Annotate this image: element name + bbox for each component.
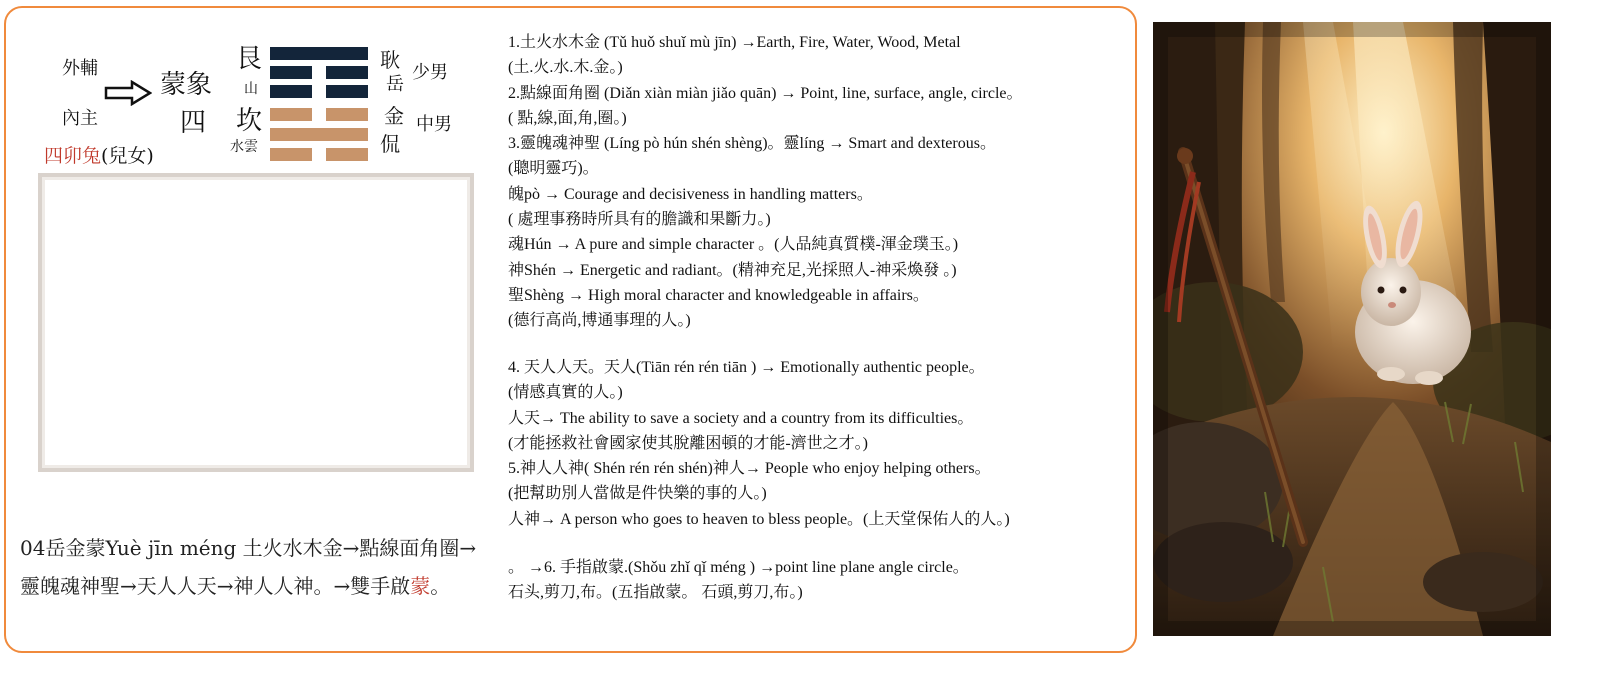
motto-line-2: [20, 570, 450, 599]
text-line: 聖Shèng → High moral character and knowledgeable in affairs。: [508, 286, 929, 304]
text-line: 人天→ The ability to save a society and a country from its difficulties。: [508, 409, 974, 427]
text-line: 5.神人人神( Shén rén rén shén)神人→ People who enjoy helping others。: [508, 460, 991, 478]
zodiac-caption: [44, 147, 154, 166]
lower-trigram: 坎: [236, 106, 263, 136]
outer-label: 外輔: [62, 58, 98, 79]
text-line: (土.火.水.木.金。): [508, 59, 623, 77]
text-line: 2.點線面角圈 (Diǎn xiàn miàn jiǎo quān) → Point, line, surface, angle, circle。: [508, 84, 1023, 102]
text-line: 石头,剪刀,布。(五指啟蒙。 石頭,剪刀,布。): [508, 584, 803, 602]
motto-line-2-text: 靈魄魂神聖→天人人天→神人人神。→雙手啟: [20, 574, 411, 598]
line-3-yin-a: [270, 108, 312, 121]
right-bottom-char-1: 金: [384, 104, 404, 128]
text-block-3: [508, 555, 1133, 606]
blank-panel: [38, 173, 474, 472]
right-bottom-char-2: 侃: [380, 132, 400, 156]
upper-trigram-sub: 山: [244, 81, 258, 97]
text-line: (才能拯救社會國家使其脫離困頓的才能-濟世之才。): [508, 434, 868, 452]
text-block-1: [508, 30, 1133, 334]
text-line: 人神→ A person who goes to heaven to bless people。(上天堂保佑人的人。): [508, 510, 1010, 528]
text-line: 魄pò → Courage and decisiveness in handling matters。: [508, 185, 873, 203]
text-line: (聰明靈巧)。: [508, 160, 599, 178]
lower-trigram-sub: 水雲: [230, 139, 258, 155]
right-top-role: 少男: [412, 62, 448, 83]
line-4-yin-b: [326, 85, 368, 98]
line-5-yin-a: [270, 66, 312, 79]
zodiac-caption-red: 四卯兔: [44, 145, 102, 167]
zodiac-caption-paren: (兒女): [101, 145, 154, 167]
inner-label: 內主: [62, 108, 98, 129]
text-line: ( 點,線,面,角,圈。): [508, 109, 627, 127]
text-line: 魂Hún → A pure and simple character 。(人品純真質樸-渾金璞玉。): [508, 236, 959, 254]
text-line: (把幫助別人當做是件快樂的事的人。): [508, 485, 767, 503]
arrow-right-icon: [104, 80, 152, 106]
right-bottom-role: 中男: [416, 114, 452, 135]
line-5-yin-b: [326, 66, 368, 79]
text-block-2: [508, 355, 1133, 532]
text-line: 。 →6. 手指啟蒙.(Shǒu zhǐ qǐ méng ) →point line plane angle circle。: [508, 559, 969, 576]
line-4-yin-a: [270, 85, 312, 98]
text-line: (德行高尚,博通事理的人。): [508, 312, 691, 330]
hexagram-number: 四: [180, 108, 207, 138]
line-6-yang: [270, 47, 368, 60]
text-line: 1.土火水木金 (Tǔ huǒ shuǐ mù jīn) →Earth, Fire, Water, Wood, Metal: [508, 34, 961, 51]
motto-line-2-end: 。: [430, 574, 451, 598]
hexagram-name: 蒙象: [160, 70, 213, 100]
line-1-yin-a: [270, 148, 312, 161]
line-1-yin-b: [326, 148, 368, 161]
rabbit-forest-illustration: [1153, 22, 1551, 636]
text-line: 4. 天人人天。天人(Tiān rén rén tiān ) → Emotionally authentic people。: [508, 359, 985, 376]
right-top-char-1: 耿: [380, 48, 400, 72]
text-line: (情感真實的人。): [508, 384, 623, 402]
line-2-yang: [270, 128, 368, 141]
text-line: 3.靈魄魂神聖 (Líng pò hún shén shèng)。靈líng → Smart and dexterous。: [508, 135, 996, 153]
line-3-yin-b: [326, 108, 368, 121]
text-line: 神Shén → Energetic and radiant。(精神充足,光採照人-神采煥發 。): [508, 261, 957, 279]
text-line: ( 處理事務時所具有的膽識和果斷力。): [508, 211, 771, 229]
right-top-char-2: 岳: [386, 74, 404, 95]
motto-line-1: 04岳金蒙Yuè jīn méng 土火水木金→點線面角圈→: [20, 536, 477, 560]
upper-trigram: 艮: [236, 44, 263, 74]
motto-highlight: 蒙: [410, 574, 431, 598]
